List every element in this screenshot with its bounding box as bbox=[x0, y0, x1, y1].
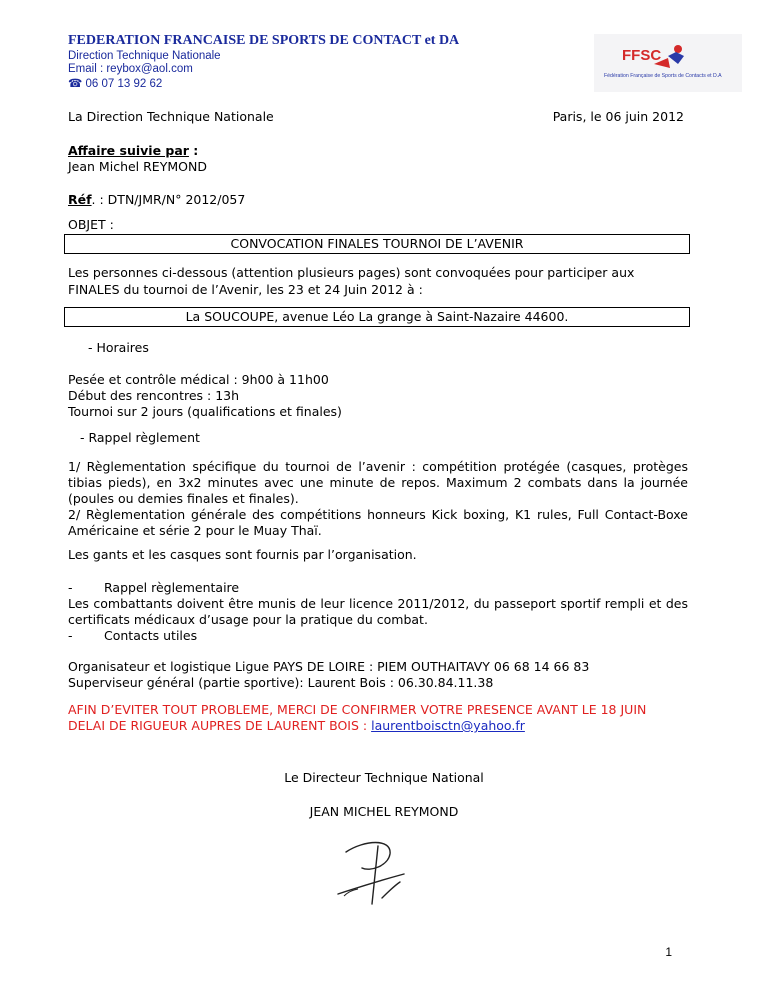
handwritten-signature bbox=[334, 832, 424, 912]
page-number: 1 bbox=[665, 945, 672, 959]
rappel-paragraph-1: 1/ Règlementation spécifique du tournoi de l’avenir : compétition protégée (casques, protèges tibias pieds), en 3x2 minutes avec une minute de repos. Maximum 2 combats dans la journée (poules ou demies finales et finales). bbox=[68, 459, 688, 506]
affaire-label: Affaire suivie par bbox=[68, 143, 189, 158]
rappel-reg-paragraph: Les combattants doivent être munis de leur licence 2011/2012, du passeport sportif rempli et des certificats médicaux d’usage pour la pratique du combat. bbox=[68, 596, 688, 627]
logo-subtitle: Fédération Française de Sports de Contacts et D.A bbox=[604, 73, 722, 79]
horaires-line-2: Début des rencontres : 13h bbox=[68, 388, 240, 403]
logo-text: FFSC bbox=[622, 47, 662, 64]
horaires-heading: - Horaires bbox=[88, 340, 149, 355]
place-date: Paris, le 06 juin 2012 bbox=[552, 109, 684, 124]
telephone-icon: ☎ bbox=[68, 78, 83, 90]
rappel-paragraph-2: 2/ Règlementation générale des compétitions honneurs Kick boxing, K1 rules, Full Contact-Boxe Américaine et série 2 pour le Muay Thaï. bbox=[68, 507, 688, 538]
reference-line bbox=[68, 192, 245, 207]
contact-line-1: Organisateur et logistique Ligue PAYS DE LOIRE : PIEM OUTHAITAVY 06 68 14 66 83 bbox=[68, 659, 590, 674]
affaire-name: Jean Michel REYMOND bbox=[68, 159, 207, 174]
contact-email-link[interactable]: laurentboisctn@yahoo.fr bbox=[371, 718, 525, 733]
contact-line-2: Superviseur général (partie sportive): Laurent Bois : 06.30.84.11.38 bbox=[68, 675, 494, 690]
subject-box: CONVOCATION FINALES TOURNOI DE L’AVENIR bbox=[64, 234, 690, 254]
federation-name: FEDERATION FRANCAISE DE SPORTS DE CONTACT et DA bbox=[68, 33, 460, 48]
contacts-dash: - bbox=[68, 628, 73, 643]
warning-text: DELAI DE RIGUEUR AUPRES DE LAURENT BOIS : bbox=[68, 718, 372, 733]
gloves-note: Les gants et les casques sont fournis par l’organisation. bbox=[68, 547, 417, 562]
affaire-colon: : bbox=[188, 143, 199, 158]
venue-box: La SOUCOUPE, avenue Léo La grange à Saint-Nazaire 44600. bbox=[64, 307, 690, 327]
rappel-reg-dash: - bbox=[68, 580, 73, 595]
horaires-line-1: Pesée et contrôle médical : 9h00 à 11h00 bbox=[68, 372, 329, 387]
signer-title: Le Directeur Technique National bbox=[284, 770, 484, 785]
affaire-heading bbox=[68, 143, 198, 158]
rappel-heading: - Rappel règlement bbox=[80, 430, 200, 445]
rappel-reg-heading: Rappel règlementaire bbox=[104, 580, 240, 595]
horaires-line-3: Tournoi sur 2 jours (qualifications et finales) bbox=[68, 404, 342, 419]
ffsc-logo bbox=[594, 34, 742, 92]
email-line: Email : reybox@aol.com bbox=[68, 63, 193, 75]
sender-line: La Direction Technique Nationale bbox=[68, 109, 274, 124]
signer-name: JEAN MICHEL REYMOND bbox=[309, 804, 459, 819]
direction-line: Direction Technique Nationale bbox=[68, 50, 221, 62]
ref-value: . : DTN/JMR/N° 2012/057 bbox=[91, 192, 246, 207]
phone-line bbox=[68, 76, 162, 90]
warning-line-1: AFIN D’EVITER TOUT PROBLEME, MERCI DE CONFIRMER VOTRE PRESENCE AVANT LE 18 JUIN bbox=[68, 702, 647, 717]
intro-line-1: Les personnes ci-dessous (attention plusieurs pages) sont convoquées pour participer aux bbox=[68, 265, 635, 280]
objet-label: OBJET : bbox=[68, 217, 114, 232]
contacts-heading: Contacts utiles bbox=[104, 628, 198, 643]
warning-line-2 bbox=[68, 718, 525, 733]
intro-line-2: FINALES du tournoi de l’Avenir, les 23 et 24 Juin 2012 à : bbox=[68, 282, 423, 297]
ref-label: Réf bbox=[68, 192, 92, 207]
phone-number: 06 07 13 92 62 bbox=[85, 78, 163, 90]
